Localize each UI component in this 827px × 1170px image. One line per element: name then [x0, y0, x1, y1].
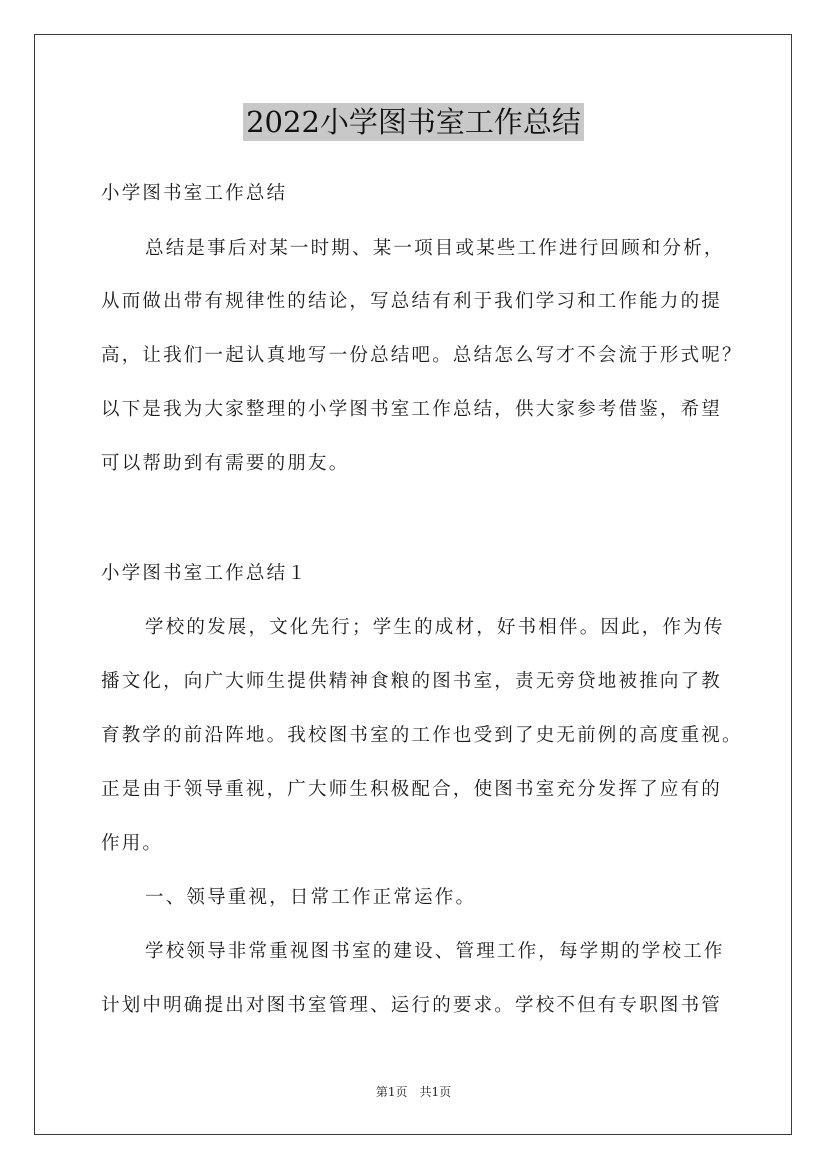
text-line: 计划中明确提出对图书室管理、运行的要求。学校不但有专职图书管 — [101, 995, 723, 1016]
title-container — [0, 103, 827, 141]
text-line: 从而做出带有规律性的结论，写总结有利于我们学习和工作能力的提 — [101, 291, 723, 312]
text-line: 学校领导非常重视图书室的建设、管理工作，每学期的学校工作 — [145, 941, 725, 962]
text-line: 育教学的前沿阵地。我校图书室的工作也受到了史无前例的高度重视。 — [101, 725, 743, 746]
text-line: 高，让我们一起认真地写一份总结吧。总结怎么写才不会流于形式呢？ — [101, 345, 743, 366]
text-line: 学校的发展，文化先行；学生的成材，好书相伴。因此，作为传 — [145, 617, 725, 638]
text-line: 总结是事后对某一时期、某一项目或某些工作进行回顾和分析， — [145, 238, 725, 259]
page-footer: 第1页 共1页 — [375, 1085, 452, 1099]
document-title: 2022小学图书室工作总结 — [243, 103, 584, 141]
text-line: 一、领导重视，日常工作正常运作。 — [145, 887, 477, 908]
text-line: 播文化，向广大师生提供精神食粮的图书室，责无旁贷地被推向了教 — [101, 671, 723, 692]
text-line: 可以帮助到有需要的朋友。 — [101, 453, 350, 474]
text-line: 小学图书室工作总结１ — [101, 563, 309, 584]
text-line: 作用。 — [101, 833, 164, 854]
text-line: 正是由于领导重视，广大师生积极配合，使图书室充分发挥了应有的 — [101, 779, 723, 800]
text-line: 以下是我为大家整理的小学图书室工作总结，供大家参考借鉴，希望 — [101, 399, 723, 420]
text-line: 小学图书室工作总结 — [101, 183, 288, 204]
